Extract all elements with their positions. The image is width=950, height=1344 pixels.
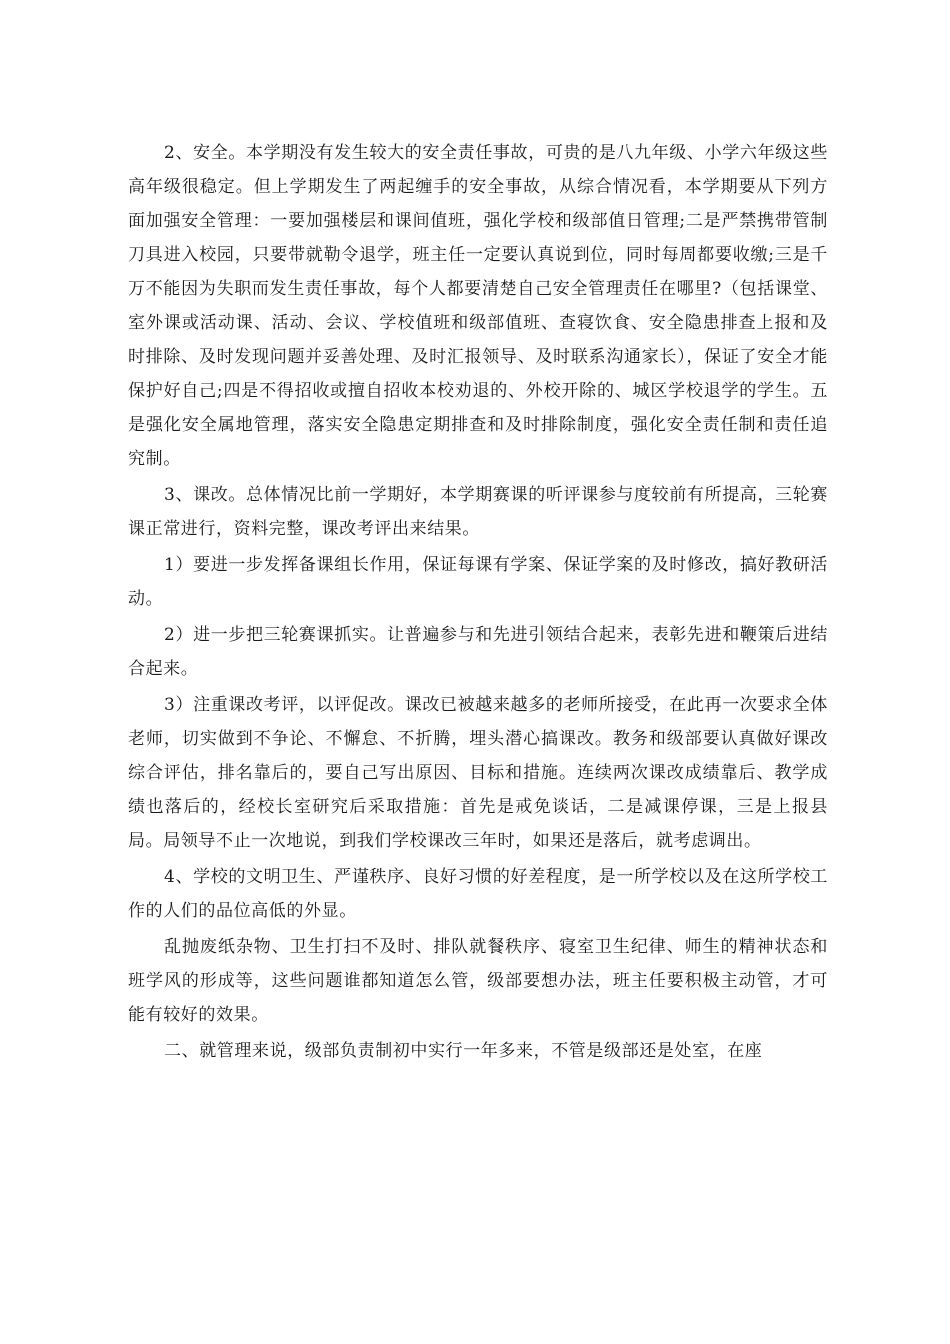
paragraph-safety: 2、安全。本学期没有发生较大的安全责任事故，可贵的是八九年级、小学六年级这些高年级很稳定。但上学期发生了两起缠手的安全事故，从综合情况看，本学期要从下列方面加强安全管理：一要加强楼层和课间值班，强化学校和级部值日管理;二是严禁携带管制刀具进入校园，只要带就勒令退学，班主任一定要认真说到位，同时每周都要收缴;三是千万不能因为失职而发生责任事故，每个人都要清楚自己安全管理责任在哪里?（包括课堂、室外课或活动课、活动、会议、学校值班和级部值班、查寝饮食、安全隐患排查上报和及时排除、及时发现问题并妥善处理、及时汇报领导、及时联系沟通家长），保证了安全才能保护好自己;四是不得招收或擅自招收本校劝退的、外校开除的、城区学校退学的学生。五是强化安全属地管理，落实安全隐患定期排查和及时排除制度，强化安全责任制和责任追究制。: [128, 143, 828, 469]
paragraph-item-1: 1）要进一步发挥备课组长作用，保证每课有学案、保证学案的及时修改，搞好教研活动。: [128, 555, 828, 609]
paragraph-item-2: 2）进一步把三轮赛课抓实。让普遍参与和先进引领结合起来，表彰先进和鞭策后进结合起来。: [128, 625, 828, 679]
paragraph-management: 二、就管理来说，级部负责制初中实行一年多来，不管是级部还是处室，在座: [164, 1041, 763, 1061]
paragraph-item-3: 3）注重课改考评，以评促改。课改已被越来越多的老师所接受，在此再一次要求全体老师，切实做到不争论、不懈怠、不折腾，埋头潜心搞课改。教务和级部要认真做好课改综合评估，排名靠后的，要自己写出原因、目标和措施。连续两次课改成绩靠后、教学成绩也落后的，经校长室研究后采取措施：首先是戒免谈话，二是减课停课，三是上报县局。局领导不止一次地说，到我们学校课改三年时，如果还是落后，就考虑调出。: [128, 695, 828, 851]
paragraph-curriculum-reform: 3、课改。总体情况比前一学期好，本学期赛课的听评课参与度较前有所提高，三轮赛课正常进行，资料完整，课改考评出来结果。: [128, 485, 828, 539]
document-body: [128, 136, 828, 1070]
paragraph-litter: 乱抛废纸杂物、卫生打扫不及时、排队就餐秩序、寝室卫生纪律、师生的精神状态和班学风的形成等，这些问题谁都知道怎么管，级部要想办法，班主任要积极主动管，才可能有较好的效果。: [128, 937, 828, 1025]
paragraph-civility: 4、学校的文明卫生、严谨秩序、良好习惯的好差程度，是一所学校以及在这所学校工作的人们的品位高低的外显。: [128, 867, 828, 921]
